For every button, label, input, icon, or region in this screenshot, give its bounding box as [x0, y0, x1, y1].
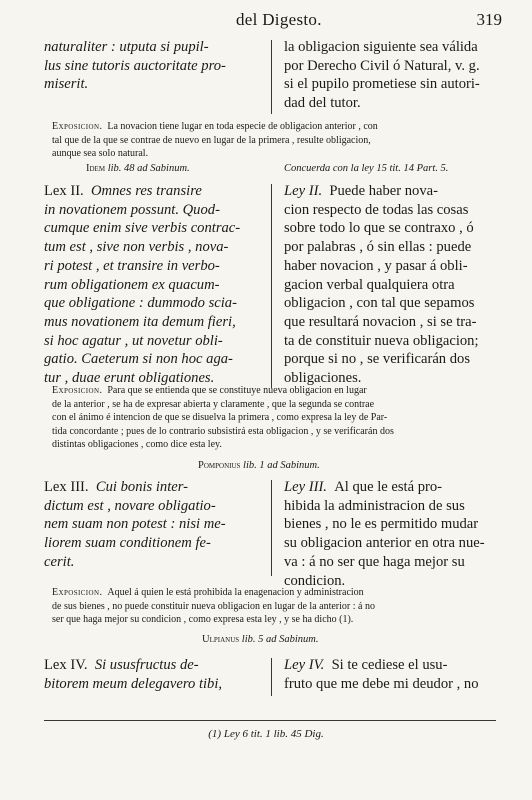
exposition-text: de la anterior , se ha de expresar abierta y claramente , que la segunda se contrae	[52, 398, 375, 410]
ley-line: sobre todo lo que se contraxo , ó	[284, 220, 474, 237]
law-2-block	[44, 182, 496, 390]
law-3-block	[44, 478, 496, 589]
exposition-text: aunque sea solo natural.	[52, 148, 149, 160]
latin-continuation	[44, 38, 254, 94]
lex-label: Lex IV.	[44, 657, 88, 673]
exposition-label: Exposicion.	[52, 587, 103, 598]
lex-line: gatio. Caeterum si non hoc aga-	[44, 351, 233, 368]
concordance-note: Concuerda con la ley 15 tit. 14 Part. 5.	[284, 163, 449, 174]
ley-line: su obligacion anterior en otra nue-	[284, 535, 485, 552]
citation-source: lib. 48 ad Sabinum.	[107, 163, 190, 174]
law-4-block	[44, 656, 496, 696]
ley-line: fruto que me debe mi deudor , no	[284, 675, 479, 692]
footnote-rule	[44, 720, 496, 721]
lex-line: dictum est , novare obligatio-	[44, 497, 216, 514]
exposition-text: tida concordante ; pues de lo contrario subsistirá esta obligacion , y se verificarán dos	[52, 425, 394, 437]
column-divider	[271, 40, 272, 114]
lex-text: Si ususfructus de-	[94, 657, 199, 673]
ley-line: gacion verbal qualquiera otra	[284, 276, 455, 293]
lex-line: ri potest , et transire in verbo-	[44, 257, 220, 274]
column-divider	[271, 658, 272, 696]
exposition-label: Exposicion.	[52, 385, 103, 396]
column-divider	[271, 184, 272, 388]
lex-line: cerit.	[44, 553, 75, 570]
lex-4-latin	[44, 656, 254, 693]
page-number: 319	[476, 10, 502, 29]
ley-text: Si te cediese el usu-	[331, 657, 448, 673]
ley-line: hibida la administracion de sus	[284, 497, 465, 514]
ley-line: obligaciones.	[284, 370, 362, 387]
citation-latin	[86, 163, 190, 174]
exposition-text: distintas obligaciones , como dice esta ley.	[52, 439, 222, 451]
exposition-text: ser que haga mejor su condicion , como expresa esta ley , y se ha dicho (1).	[52, 614, 354, 626]
lex-line: bitorem meum delegavero tibi,	[44, 675, 223, 692]
lex-line: tur , duae erunt obligationes.	[44, 370, 215, 387]
footnote: (1) Ley 6 tit. 1 lib. 45 Dig.	[208, 728, 324, 740]
lex-text: Cui bonis inter-	[95, 479, 189, 495]
lex-2-latin	[44, 182, 254, 388]
ley-line: va : á no ser que haga mejor su	[284, 553, 465, 570]
lex-text: Omnes res transire	[91, 183, 202, 199]
exposition-1	[52, 120, 492, 161]
ley-line: porque si no , se verificarán dos	[284, 351, 471, 368]
ley-2-spanish	[284, 182, 496, 388]
running-head: del Digesto.	[236, 10, 322, 29]
citation-author: Pomponius	[198, 460, 241, 471]
spanish-line: la obligacion siguiente sea válida	[284, 39, 478, 55]
lex-line: rum obligationem ex quacum-	[44, 276, 220, 293]
spanish-line: por Derecho Civil ó Natural, v. g.	[284, 57, 480, 74]
spanish-line: si el pupilo prometiese sin autori-	[284, 76, 480, 93]
ley-label: Ley III.	[284, 479, 327, 495]
ley-line: condicion.	[284, 572, 346, 589]
lex-line: mus novationem ita demum fieri,	[44, 313, 236, 330]
exposition-label: Exposicion.	[52, 121, 103, 132]
spanish-continuation	[284, 38, 496, 113]
lex-line: que obligatione : dummodo scia-	[44, 295, 237, 312]
top-continuation-block	[44, 38, 496, 114]
citation-latin	[202, 634, 319, 645]
citation-author: Ulpianus	[202, 634, 240, 645]
exposition-2	[52, 384, 492, 452]
ley-label: Ley IV.	[284, 657, 325, 673]
exposition-text: tal que de la que se contrae de nuevo en lugar de la primera , resulte obligacion,	[52, 134, 371, 146]
lex-label: Lex III.	[44, 479, 89, 495]
ley-text: Puede haber nova-	[329, 183, 438, 199]
exposition-text: Para que se entienda que se constituye nueva obligacion en lugar	[107, 385, 367, 396]
column-divider	[271, 480, 272, 576]
lex-line: nem suam non potest : nisi me-	[44, 516, 226, 533]
latin-line: lus sine tutoris auctoritate pro-	[44, 57, 226, 74]
lex-label: Lex II.	[44, 183, 84, 199]
exposition-text: Aquel á quien le está prohibida la enagenacion y administracion	[107, 587, 364, 598]
citation-latin	[198, 460, 320, 471]
latin-line: miserit.	[44, 76, 89, 93]
ley-line: haber novacion , y pasar á obli-	[284, 257, 468, 274]
lex-3-latin	[44, 478, 254, 572]
citation-source: lib. 5 ad Sabinum.	[241, 634, 319, 645]
lex-line: si hoc agatur , ut novetur obli-	[44, 332, 223, 349]
ley-text: Al que le está pro-	[334, 479, 443, 495]
exposition-text: La novacion tiene lugar en toda especie de obligacion anterior , con	[107, 121, 378, 132]
lex-line: tum est , sive non verbis , nova-	[44, 239, 229, 256]
lex-line: cumque enim sive verbis contrac-	[44, 220, 241, 237]
ley-line: ta de constituir nueva obligacion;	[284, 332, 479, 349]
citation-author: Idem	[86, 163, 106, 174]
lex-line: in novationem possunt. Quod-	[44, 201, 220, 218]
ley-4-spanish	[284, 656, 496, 693]
page-header	[0, 10, 532, 34]
spanish-line: dad del tutor.	[284, 95, 361, 112]
ley-label: Ley II.	[284, 183, 323, 199]
ley-line: cion respecto de todas las cosas	[284, 201, 469, 218]
citation-source: lib. 1 ad Sabinum.	[243, 460, 320, 471]
ley-3-spanish	[284, 478, 496, 590]
ley-line: obligacion , con tal que sepamos	[284, 295, 475, 312]
ley-line: por palabras , ó sin ellas : puede	[284, 239, 472, 256]
ley-line: que resultará novacion , si se tra-	[284, 313, 477, 330]
exposition-text: de sus bienes , no puede constituir nueva obligacion en lugar de la anterior : á no	[52, 600, 375, 612]
ley-line: bienes , no le es permitido mudar	[284, 516, 479, 533]
exposition-3	[52, 586, 492, 627]
exposition-text: con el ánimo é intencion de que se disuelva la primera , como expresa la ley de Par-	[52, 412, 388, 424]
lex-line: liorem suam conditionem fe-	[44, 535, 211, 552]
latin-line: naturaliter : utputa si pupil-	[44, 39, 209, 55]
